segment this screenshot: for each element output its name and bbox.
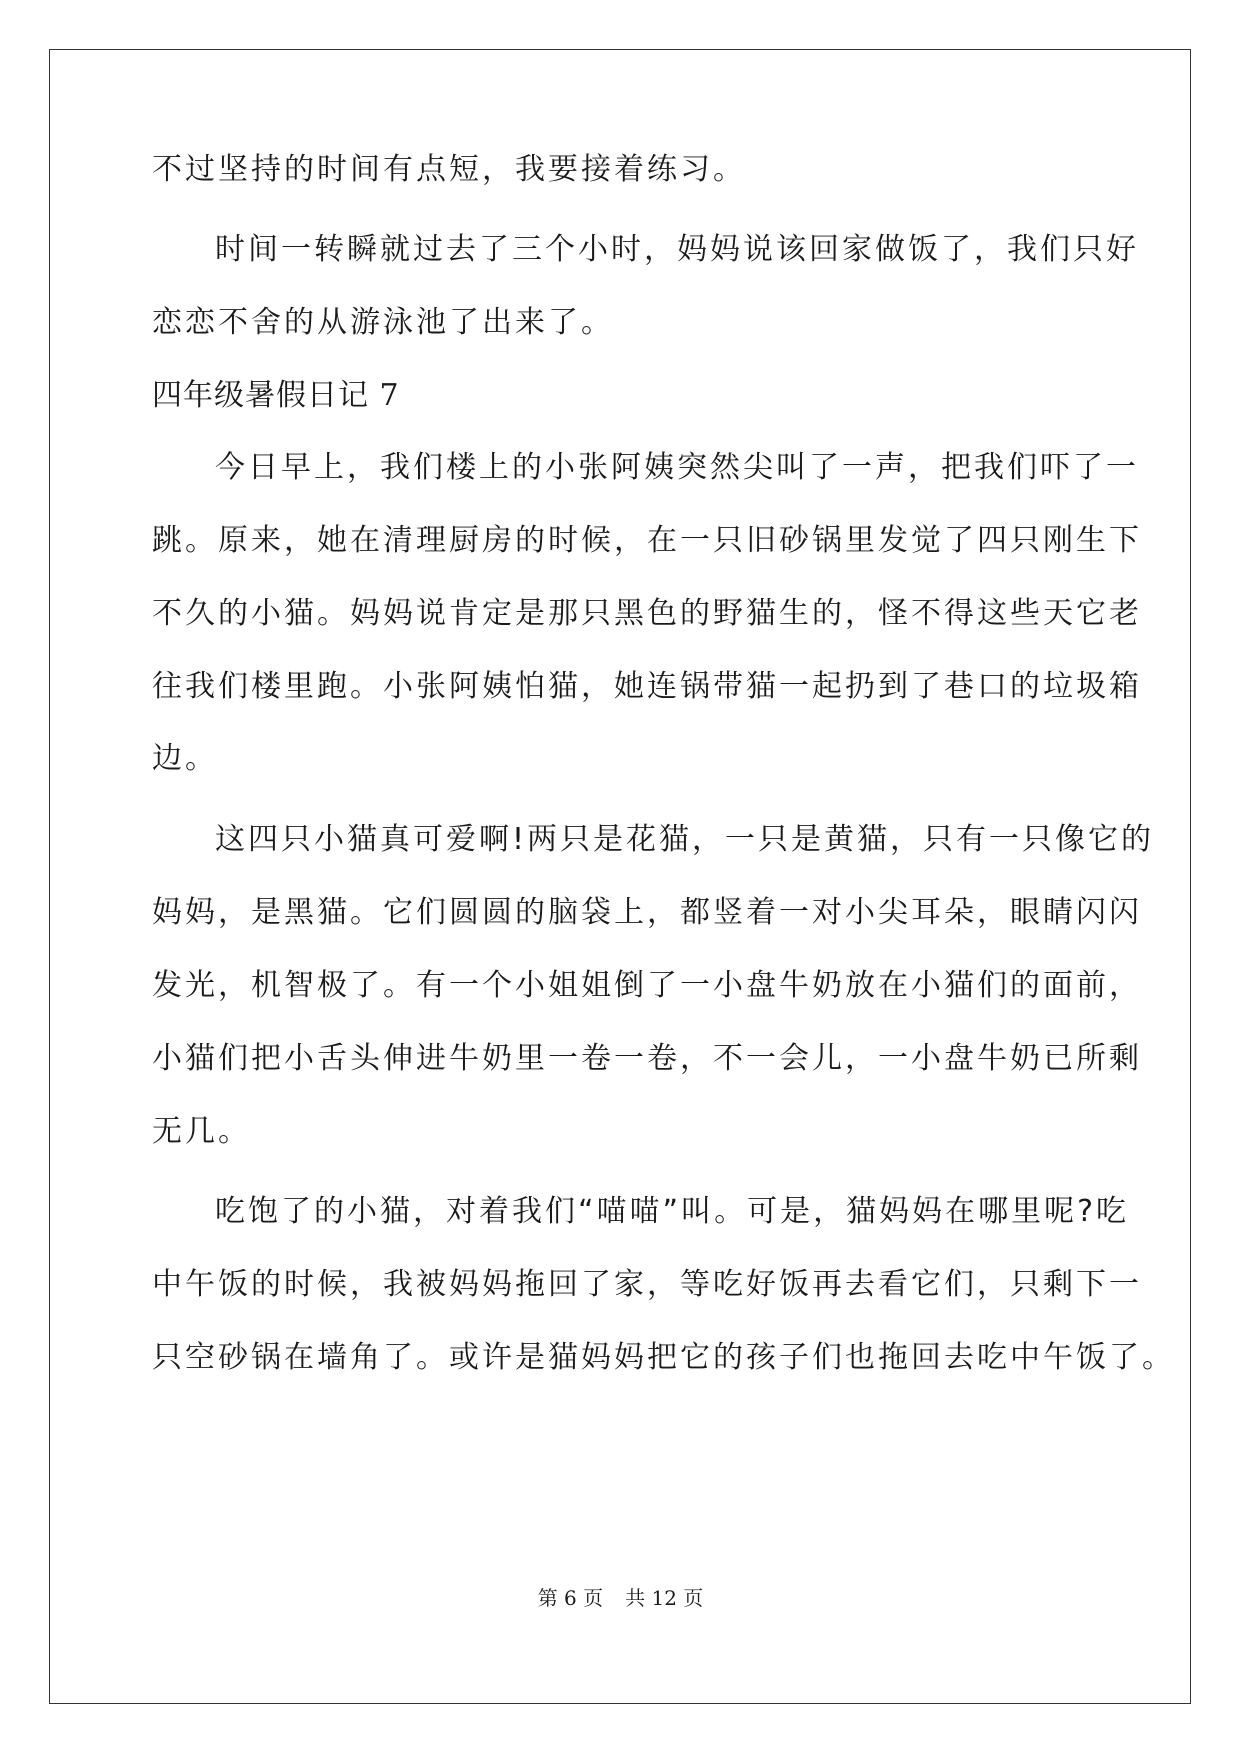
text-line: 跳。原来，她在清理厨房的时候，在一只旧砂锅里发觉了四只刚生下	[152, 523, 1142, 558]
page-count: 共 12 页	[625, 1586, 704, 1610]
text-line: 发光，机智极了。有一个小姐姐倒了一小盘牛奶放在小猫们的面前，	[152, 968, 1142, 1003]
paragraph-start-line: 吃饱了的小猫，对着我们“喵喵”叫。可是，猫妈妈在哪里呢?吃	[215, 1194, 1130, 1229]
text-line: 小猫们把小舌头伸进牛奶里一卷一卷，不一会儿，一小盘牛奶已所剩	[152, 1041, 1142, 1076]
paragraph-start-line: 时间一转瞬就过去了三个小时，妈妈说该回家做饭了，我们只好	[215, 232, 1139, 267]
paragraph-start-line: 这四只小猫真可爱啊!两只是花猫，一只是黄猫，只有一只像它的	[215, 822, 1155, 857]
text-line: 往我们楼里跑。小张阿姨怕猫，她连锅带猫一起扔到了巷口的垃圾箱	[152, 669, 1142, 704]
text-line: 只空砂锅在墙角了。或许是猫妈妈把它的孩子们也拖回去吃中午饭了。	[152, 1340, 1175, 1375]
text-line: 不过坚持的时间有点短，我要接着练习。	[152, 152, 746, 187]
text-line: 妈妈，是黑猫。它们圆圆的脑袋上，都竖着一对小尖耳朵，眼睛闪闪	[152, 895, 1142, 930]
text-line: 恋恋不舍的从游泳池了出来了。	[152, 305, 614, 340]
page-number: 第 6 页	[537, 1586, 604, 1610]
text-line: 无几。	[152, 1114, 251, 1149]
page-frame	[49, 49, 1191, 1704]
section-heading: 四年级暑假日记 7	[152, 378, 400, 413]
text-line: 不久的小猫。妈妈说肯定是那只黑色的野猫生的，怪不得这些天它老	[152, 596, 1142, 631]
paragraph-start-line: 今日早上，我们楼上的小张阿姨突然尖叫了一声，把我们吓了一	[215, 450, 1139, 485]
page-footer	[0, 1582, 1241, 1611]
text-line: 边。	[152, 741, 218, 776]
text-line: 中午饭的时候，我被妈妈拖回了家，等吃好饭再去看它们，只剩下一	[152, 1267, 1142, 1302]
